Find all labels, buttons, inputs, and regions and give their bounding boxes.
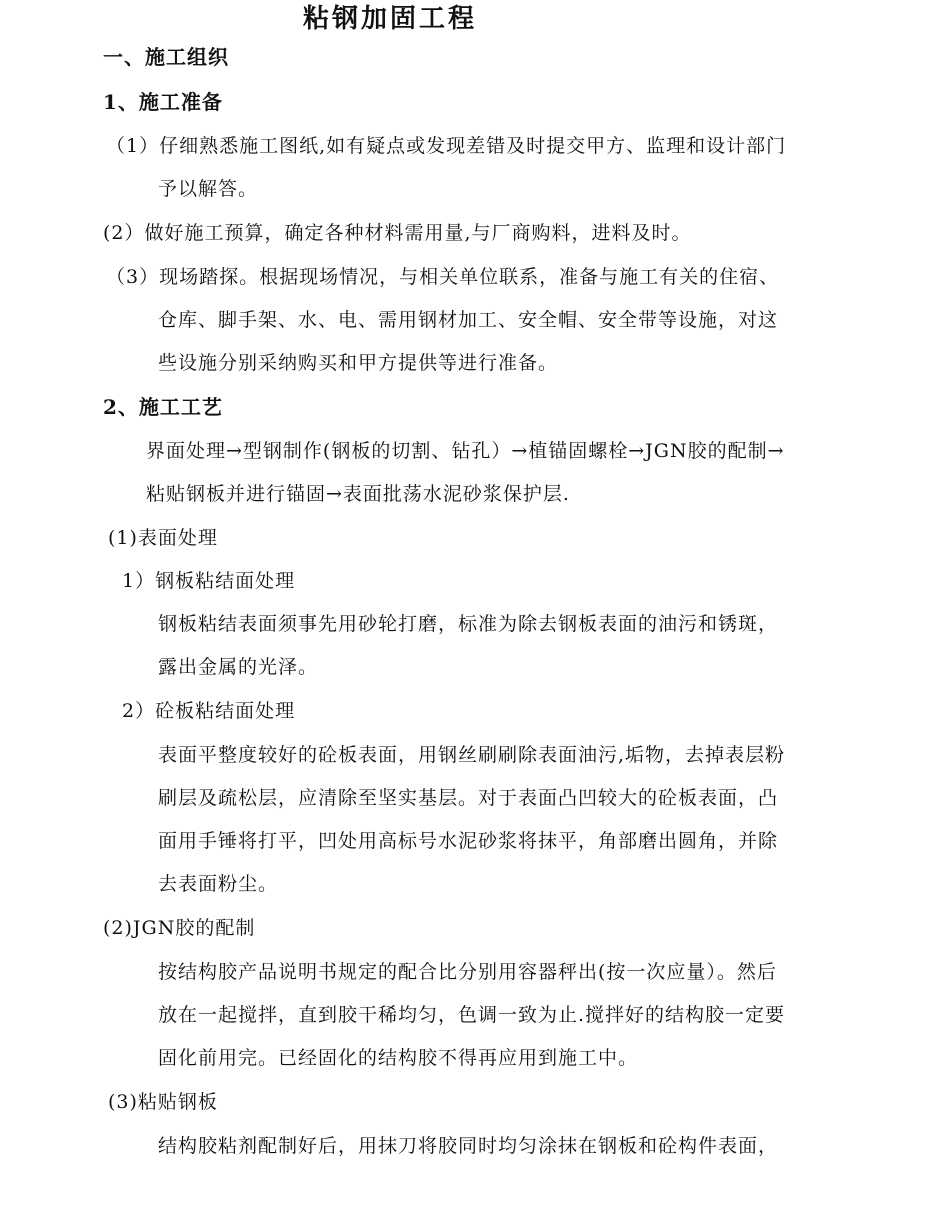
process-flow-line-2: 粘贴钢板并进行锚固→表面批荡水泥砂浆保护层. (146, 483, 570, 505)
substep-heading-concrete-bonding-surface: 2）砼板粘结面处理 (122, 700, 296, 722)
document-title: 粘钢加固工程 (303, 4, 478, 34)
paragraph-3-line-3: 些设施分别采纳购买和甲方提供等进行准备。 (158, 352, 559, 374)
substep-2-line-1: 表面平整度较好的砼板表面，用钢丝刷刷除表面油污,垢物，去掉表层粉 (158, 744, 786, 766)
paragraph-3-line-2: 仓库、脚手架、水、电、需用钢材加工、安全帽、安全带等设施，对这 (158, 309, 779, 331)
substep-1-line-1: 钢板粘结表面须事先用砂轮打磨，标准为除去钢板表面的油污和锈斑， (158, 613, 779, 635)
subsection-heading-preparation: 1、施工准备 (103, 90, 223, 114)
step-2-line-1: 按结构胶产品说明书规定的配合比分别用容器秤出(按一次应量）。然后 (158, 961, 777, 983)
subsection-heading-process: 2、施工工艺 (103, 395, 223, 419)
substep-2-line-4: 去表面粉尘。 (158, 873, 279, 895)
paragraph-3-line-1: （3）现场踏探。根据现场情况，与相关单位联系，准备与施工有关的住宿、 (106, 266, 780, 288)
substep-heading-steel-bonding-surface: 1）钢板粘结面处理 (122, 570, 296, 592)
step-2-line-2: 放在一起搅拌，直到胶干稀均匀，色调一致为止.搅拌好的结构胶一定要 (158, 1004, 786, 1026)
step-heading-bond-steel-plate: (3)粘贴钢板 (108, 1091, 218, 1113)
section-heading-construction-organization: 一、施工组织 (103, 45, 229, 69)
step-heading-glue-preparation: (2)JGN胶的配制 (103, 917, 256, 939)
step-3-line-1: 结构胶粘剂配制好后，用抹刀将胶同时均匀涂抹在钢板和砼构件表面， (158, 1135, 779, 1157)
paragraph-1-line-1: （1）仔细熟悉施工图纸,如有疑点或发现差错及时提交甲方、监理和设计部门 (106, 135, 787, 157)
step-heading-surface-treatment: (1)表面处理 (108, 527, 218, 549)
paragraph-1-line-2: 予以解答。 (158, 178, 259, 200)
substep-2-line-2: 刷层及疏松层，应清除至坚实基层。对于表面凸凹较大的砼板表面，凸 (158, 787, 779, 809)
substep-1-line-2: 露出金属的光泽。 (158, 656, 319, 678)
process-flow-line-1: 界面处理→型钢制作(钢板的切割、钻孔）→植锚固螺栓→JGN胶的配制→ (146, 440, 785, 462)
step-2-line-3: 固化前用完。已经固化的结构胶不得再应用到施工中。 (158, 1047, 639, 1069)
substep-2-line-3: 面用手锤将打平，凹处用高标号水泥砂浆将抹平，角部磨出圆角，并除 (158, 830, 779, 852)
paragraph-2-line-1: (2）做好施工预算，确定各种材料需用量,与厂商购料，进料及时。 (103, 222, 692, 244)
